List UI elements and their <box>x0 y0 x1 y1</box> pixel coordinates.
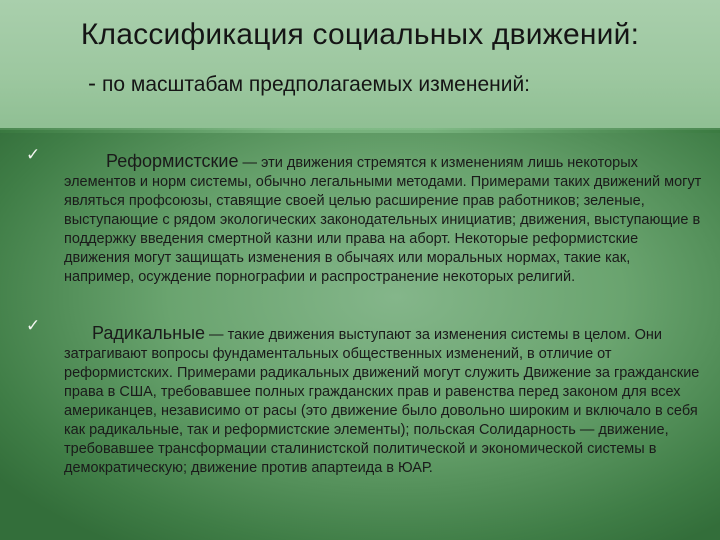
subtitle-text: по масштабам предполагаемых изменений: <box>102 73 531 96</box>
bullet-radical-text <box>64 324 704 478</box>
header-divider <box>0 128 720 133</box>
subtitle-dash: - <box>88 70 96 97</box>
slide-title: Классификация социальных движений: <box>80 18 640 51</box>
bullet-reformist-body: — эти движения стремятся к изменениям лишь некоторых элементов и норм системы, обычно легальными методами. Примерами таких движений могут являться профсоюзы, ставящие своей целью расширение прав работников; зеленые, выступающие с рядом экологических законодательных инициатив; движения, выступающие в поддержку введения смертной казни или права на аборт. Некоторые реформистские движения могут защищать изменения в обычаях или моральных нормах, такие как, например, осуждение порнографии и распространение некоторых религий. <box>64 155 702 285</box>
title-band <box>0 0 720 130</box>
term-radical: Радикальные <box>92 323 206 343</box>
bullet-radical-body: — такие движения выступают за изменения системы в целом. Они затрагивают вопросы фундаментальных общественных изменений, в отличие от реформистских. Примерами радикальных движений могут служить Движение за гражданские права в США, требовавшее полных гражданских прав и равенства перед законом для всех американцев, независимо от расы (это движение было довольно широким и включало в себя как радикальные, так и реформистские элементы); польская Солидарность — движение, требовавшее трансформации сталинистской политической и экономической системы в демократическую; движение против апартеида в ЮАР. <box>64 327 700 476</box>
checkmark-icon: ✓ <box>26 316 41 336</box>
slide-subtitle <box>88 70 530 98</box>
term-reformist: Реформистские <box>106 151 239 171</box>
bullet-reformist-text <box>64 152 704 287</box>
checkmark-icon: ✓ <box>26 145 41 165</box>
